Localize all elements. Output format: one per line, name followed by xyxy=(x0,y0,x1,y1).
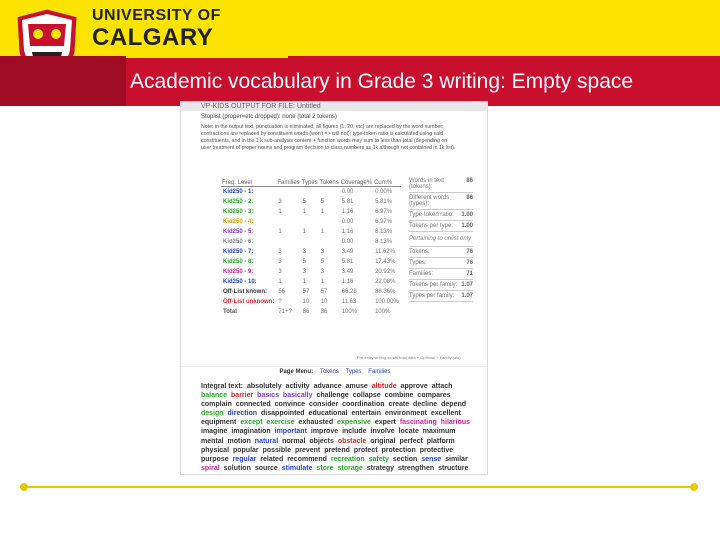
stat-words-in-text: Words in text (tokens): 86 xyxy=(409,176,473,193)
table-cell: 6.97% xyxy=(375,208,393,215)
table-cell: 1.16 xyxy=(341,278,354,285)
footer-line-right-dot xyxy=(690,483,698,491)
table-cell: 3 xyxy=(320,248,325,255)
slide-title: Academic vocabulary in Grade 3 writing: Empty space xyxy=(130,70,634,93)
table-cell: 3 xyxy=(302,248,307,255)
integral-word: altitude xyxy=(371,383,397,390)
integral-text-label: Integral text: xyxy=(201,383,244,390)
table-cell xyxy=(319,217,340,227)
table-cell: 6.97% xyxy=(375,218,393,225)
stat-different-words: Different words (types): 86 xyxy=(409,193,473,210)
table-cell xyxy=(276,237,300,247)
integral-word: mental xyxy=(201,437,224,445)
title-band-accent-line xyxy=(126,56,288,58)
integral-word: stimulate xyxy=(281,464,313,472)
integral-word: compares xyxy=(417,392,451,400)
integral-word: pretend xyxy=(324,446,350,454)
integral-word: involve xyxy=(370,428,395,436)
table-row xyxy=(221,197,401,207)
table-cell: 88.36% xyxy=(375,288,396,295)
table-row xyxy=(221,297,401,307)
frequency-level-label: Off-List unknown: xyxy=(223,298,275,305)
integral-word: similar xyxy=(445,455,468,463)
table-cell: 1 xyxy=(278,228,282,235)
table-cell: 1 xyxy=(320,208,325,215)
table-cell: 57 xyxy=(320,288,328,295)
integral-word: combine xyxy=(384,392,414,400)
integral-word: except xyxy=(240,419,263,427)
table-cell: 0.00 xyxy=(341,188,354,195)
frequency-table xyxy=(221,180,401,317)
integral-word: original xyxy=(370,437,396,445)
table-cell: 5.81 xyxy=(341,198,354,205)
frequency-table-col-header: Cum% xyxy=(373,180,401,187)
integral-word: imagination xyxy=(231,428,271,436)
table-cell: 100.00% xyxy=(375,298,399,305)
integral-word: spiral xyxy=(201,464,220,472)
table-cell xyxy=(301,237,319,247)
integral-word: environment xyxy=(384,410,427,418)
integral-word: expert xyxy=(374,419,396,427)
frequency-table-header xyxy=(221,180,401,187)
integral-word: collapse xyxy=(352,392,381,400)
frequency-table-col-header: Tokens xyxy=(319,180,339,186)
stat-type-token-ratio: Type-token ratio: 1.00 xyxy=(409,210,473,221)
stat-tokens-per-family: Tokens per family: 1.07 xyxy=(409,280,473,291)
table-cell: 1 xyxy=(278,208,282,215)
integral-word: objects xyxy=(309,437,334,445)
integral-word: prevent xyxy=(294,446,321,454)
integral-word: recreation xyxy=(330,455,365,463)
table-cell: 71+? xyxy=(278,308,292,315)
integral-word: section xyxy=(392,455,418,463)
frequency-level-label: Off-List known: xyxy=(223,288,267,295)
frequency-level-label: Kid250 - 8: xyxy=(223,258,254,265)
table-cell: 1 xyxy=(320,278,325,285)
integral-word: locate xyxy=(398,428,419,436)
stats-panel xyxy=(409,176,473,302)
footer-line-left-dot xyxy=(20,483,28,491)
table-cell: 5 xyxy=(320,258,325,265)
table-cell: 86 xyxy=(320,308,328,315)
stat-tokens: Tokens: 76 xyxy=(409,247,473,258)
integral-word: storage xyxy=(337,464,363,472)
page-menu-link-families[interactable]: Families xyxy=(368,369,391,375)
frequency-table-col-header: Types xyxy=(301,180,318,186)
stat-families: Families: 71 xyxy=(409,269,473,280)
table-cell: 11.62% xyxy=(375,248,395,255)
frequency-level-label: Kid250 - 9: xyxy=(223,268,254,275)
table-row xyxy=(221,307,401,317)
table-cell xyxy=(276,217,300,227)
integral-word: hilarious xyxy=(440,419,470,427)
integral-word: convince xyxy=(274,401,306,409)
table-cell: 1.16 xyxy=(341,208,354,215)
table-cell: 5 xyxy=(302,258,307,265)
table-cell xyxy=(319,187,340,197)
integral-word: protect xyxy=(353,446,378,454)
integral-word: include xyxy=(342,428,367,436)
footnote: Pre-entry writing as will total data + Optional + Family (alo) xyxy=(357,355,461,360)
integral-word: coordination xyxy=(342,401,385,409)
table-cell: 3.49 xyxy=(341,248,354,255)
integral-word: imagine xyxy=(201,428,228,436)
integral-word: educational xyxy=(308,410,348,418)
integral-word: challenge xyxy=(316,392,349,400)
integral-word: exercise xyxy=(266,419,295,427)
integral-word: absolutely xyxy=(246,383,282,390)
integral-word: decline xyxy=(413,401,438,409)
table-cell: 3 xyxy=(278,248,282,255)
frequency-table-col-header: Freq. Level xyxy=(221,180,276,187)
frequency-table-body xyxy=(221,187,401,317)
table-cell: 1 xyxy=(278,278,282,285)
integral-word: design xyxy=(201,410,224,418)
university-name xyxy=(92,8,221,50)
integral-word: structure xyxy=(438,464,469,472)
integral-word: obstacle xyxy=(337,437,367,445)
integral-word: source xyxy=(254,464,278,472)
integral-word: create xyxy=(388,401,410,409)
table-cell: 0.00 xyxy=(341,218,354,225)
integral-word: entertain xyxy=(351,410,381,418)
table-row xyxy=(221,237,401,247)
integral-word: balance xyxy=(201,392,228,400)
integral-word: depend xyxy=(441,401,467,409)
integral-word: advance xyxy=(313,383,342,390)
table-cell: 5.81% xyxy=(375,198,393,205)
integral-word: motion xyxy=(227,437,251,445)
integral-word: disappointed xyxy=(261,410,305,418)
integral-word: related xyxy=(260,455,284,463)
table-cell xyxy=(276,187,300,197)
integral-word: store xyxy=(316,464,334,472)
integral-word: barrier xyxy=(231,392,254,400)
table-cell: 1 xyxy=(302,278,307,285)
table-cell: 0.00% xyxy=(375,188,393,195)
table-row xyxy=(221,267,401,277)
integral-word: important xyxy=(274,428,307,436)
frequency-level-label: Total xyxy=(223,308,237,315)
integral-word: excellent xyxy=(430,410,461,418)
table-cell xyxy=(319,237,340,247)
university-name-line1: UNIVERSITY OF xyxy=(92,7,221,24)
frequency-table-col-header: Coverage% xyxy=(340,180,373,186)
table-cell: 17.43% xyxy=(375,258,396,265)
integral-word: improve xyxy=(310,428,339,436)
table-cell: 3 xyxy=(302,268,307,275)
integral-word: basics xyxy=(257,392,279,400)
stat-types-per-family: Types per family: 1.07 xyxy=(409,291,473,302)
page-menu xyxy=(181,366,488,375)
integral-word: complain xyxy=(201,401,232,409)
integral-word: strategy xyxy=(366,464,394,472)
table-row xyxy=(221,217,401,227)
integral-word: connected xyxy=(235,401,271,409)
table-cell: 66.28 xyxy=(341,288,357,295)
table-cell: 56 xyxy=(278,288,286,295)
integral-word: platform xyxy=(426,437,455,445)
integral-word: exhausted xyxy=(298,419,334,427)
page-menu-link-types[interactable]: Types xyxy=(345,369,362,375)
integral-text xyxy=(201,382,477,473)
table-cell: 10 xyxy=(302,298,310,305)
integral-word: natural xyxy=(254,437,279,445)
integral-word: maximum xyxy=(422,428,456,436)
table-cell: 5 xyxy=(320,198,325,205)
table-cell: 57 xyxy=(302,288,310,295)
footer-line xyxy=(24,486,694,488)
table-cell: 5 xyxy=(302,198,307,205)
table-cell: 5.81 xyxy=(341,258,354,265)
university-name-line2: CALGARY xyxy=(92,24,214,51)
integral-word: normal xyxy=(282,437,306,445)
stat-pertaining-note: Pertaining to onlist only xyxy=(409,232,473,247)
table-row xyxy=(221,207,401,217)
output-title: VP-KIDS OUTPUT FOR FILE: Untitled xyxy=(181,102,487,111)
table-row xyxy=(221,277,401,287)
integral-word: equipment xyxy=(201,419,237,427)
table-cell: 1.16 xyxy=(341,228,354,235)
stoplist-line: Stoplist (proper=etc dropped): none (total 2 tokens) xyxy=(201,114,337,120)
integral-word: activity xyxy=(285,383,310,390)
table-cell: 20.92% xyxy=(375,268,396,275)
integral-word: amuse xyxy=(345,383,368,390)
table-cell: 3 xyxy=(320,268,325,275)
page-menu-label: Page Menu: xyxy=(279,369,314,375)
integral-word: consider xyxy=(308,401,339,409)
integral-word: basically xyxy=(282,392,313,400)
integral-word: purpose xyxy=(201,455,229,463)
stat-types: Types: 76 xyxy=(409,258,473,269)
frequency-level-label: Kid250 - 10: xyxy=(223,278,257,285)
page-menu-link-tokens[interactable]: Tokens xyxy=(319,369,339,375)
integral-word: protective xyxy=(419,446,454,454)
frequency-level-label: Kid250 - 1: xyxy=(223,188,254,195)
integral-word: approve xyxy=(400,383,428,390)
frequency-level-label: Kid250 - 2: xyxy=(223,198,254,205)
table-row xyxy=(221,247,401,257)
table-cell: 100% xyxy=(341,308,358,315)
integral-word: possible xyxy=(262,446,291,454)
table-cell: 22.08% xyxy=(375,278,396,285)
integral-word: attach xyxy=(431,383,453,390)
vp-kids-screenshot xyxy=(180,101,488,475)
integral-word: protection xyxy=(381,446,416,454)
title-band-dark-block xyxy=(0,56,126,106)
table-row xyxy=(221,287,401,297)
note-paragraph: Note: in the output text, punctuation is eliminated; all figures (1, 20, etc) are replaced by the word number; contractions are replaced by constituent words (won't => will not); type-token ratio is calculated using said constituents, and in the 1 k sub-analysis content + function words may sum to less than total (depending on user treatment of proper nouns and program decision to class numbers as 1k although not contained in 1k list). xyxy=(201,124,456,152)
table-cell: 1 xyxy=(302,208,307,215)
table-cell: 3 xyxy=(278,258,282,265)
table-cell: 11.63 xyxy=(341,298,357,305)
table-cell: 1 xyxy=(302,228,307,235)
table-cell: ? xyxy=(278,298,282,305)
table-cell: 0.00 xyxy=(341,238,354,245)
frequency-table-col-header: Families xyxy=(277,180,300,186)
integral-word: physical xyxy=(201,446,230,454)
table-row xyxy=(221,257,401,267)
integral-word: solution xyxy=(223,464,251,472)
table-cell: 3.49 xyxy=(341,268,354,275)
integral-word: strengthen xyxy=(397,464,435,472)
integral-word: popular xyxy=(232,446,259,454)
table-cell xyxy=(301,217,319,227)
table-row xyxy=(221,187,401,197)
table-row xyxy=(221,227,401,237)
integral-word: sense xyxy=(421,455,442,463)
table-cell: 10 xyxy=(320,298,328,305)
integral-word: direction xyxy=(227,410,258,418)
integral-word: expensive xyxy=(337,419,371,427)
frequency-level-label: Kid250 - 6: xyxy=(223,238,254,245)
integral-word: perfect xyxy=(399,437,423,445)
frequency-level-label: Kid250 - 5: xyxy=(223,228,254,235)
frequency-level-label: Kid250 - 7: xyxy=(223,248,254,255)
table-cell: 1 xyxy=(320,228,325,235)
stat-tokens-per-type: Tokens per type: 1.00 xyxy=(409,221,473,232)
table-cell: 100% xyxy=(375,308,391,315)
table-cell: 3 xyxy=(278,268,282,275)
integral-word: recommend xyxy=(287,455,327,463)
table-cell: 3 xyxy=(278,198,282,205)
frequency-level-label: Kid250 - 4: xyxy=(223,218,254,225)
integral-word: fascinating xyxy=(399,419,437,427)
table-cell xyxy=(301,187,319,197)
table-cell: 8.13% xyxy=(375,228,393,235)
table-cell: 86 xyxy=(302,308,310,315)
integral-word: safety xyxy=(368,455,389,463)
table-cell: 8.13% xyxy=(375,238,393,245)
frequency-level-label: Kid250 - 3: xyxy=(223,208,254,215)
integral-word: regular xyxy=(232,455,257,463)
